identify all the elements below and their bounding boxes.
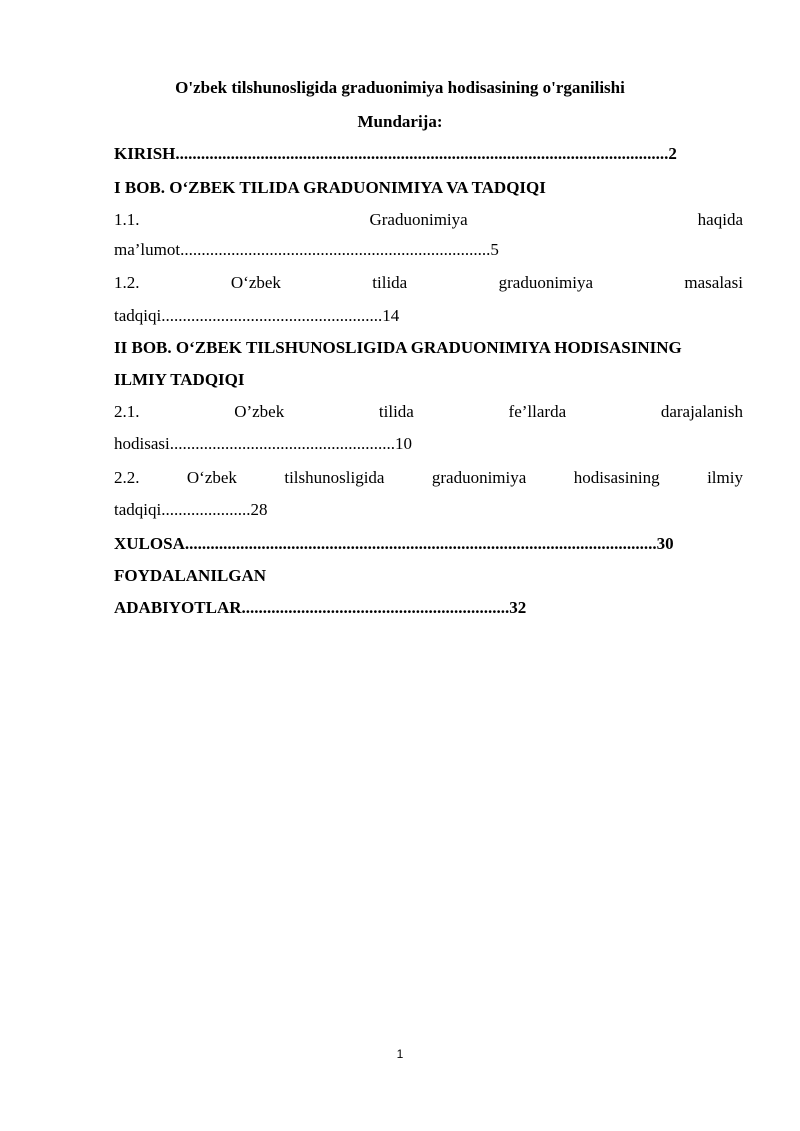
toc-entry-1-2-cont: tadqiqi....................................................14 [114, 306, 400, 325]
toc-word: 2.2. [114, 468, 140, 487]
toc-entry-bob1: I BOB. O‘ZBEK TILIDA GRADUONIMIYA VA TADQIQI [114, 178, 546, 197]
toc-word: darajalanish [660, 402, 743, 421]
toc-word: 1.1. [114, 210, 140, 229]
toc-word: ilmiy [707, 468, 743, 487]
document-title: O'zbek tilshunosligida graduonimiya hodisasining o'rganilishi [175, 78, 625, 97]
toc-word: 1.2. [114, 273, 140, 292]
toc-word: tilida [372, 273, 408, 292]
toc-entry-2-2-cont: tadqiqi.....................28 [114, 500, 268, 519]
toc-word: tilshunosligida [284, 468, 385, 487]
toc-entry-1-1-cont: ma’lumot.........................................................................5 [114, 240, 499, 259]
toc-heading: Mundarija: [357, 112, 443, 131]
page-number: 1 [396, 1047, 404, 1061]
toc-entry-2-2 [114, 468, 743, 488]
toc-word: O‘zbek [186, 468, 237, 487]
toc-word: tilida [378, 402, 414, 421]
toc-word: O‘zbek [230, 273, 281, 292]
toc-word: Graduonimiya [369, 210, 468, 229]
toc-entry-1-2 [114, 273, 743, 293]
toc-entry-foydalanilgan: FOYDALANILGAN [114, 566, 267, 585]
toc-word: graduonimiya [498, 273, 594, 292]
toc-entry-bob2-line2: ILMIY TADQIQI [114, 370, 245, 389]
toc-word: graduonimiya [431, 468, 527, 487]
toc-entry-2-1 [114, 402, 743, 422]
toc-word: masalasi [684, 273, 743, 292]
toc-entry-xulosa: XULOSA...............................................................................................................30 [114, 534, 674, 553]
toc-word: 2.1. [114, 402, 140, 421]
toc-entry-bob2-line1: II BOB. O‘ZBEK TILSHUNOSLIGIDA GRADUONIMIYA HODISASINING [114, 338, 682, 357]
toc-entry-adabiyotlar: ADABIYOTLAR...............................................................32 [114, 598, 527, 617]
toc-word: hodisasining [573, 468, 660, 487]
toc-entry-kirish: KIRISH....................................................................................................................2 [114, 144, 677, 163]
toc-word: fe’llarda [508, 402, 567, 421]
toc-entry-2-1-cont: hodisasi.....................................................10 [114, 434, 412, 453]
toc-word: haqida [697, 210, 743, 229]
toc-entry-1-1 [114, 210, 743, 230]
toc-word: O’zbek [234, 402, 285, 421]
